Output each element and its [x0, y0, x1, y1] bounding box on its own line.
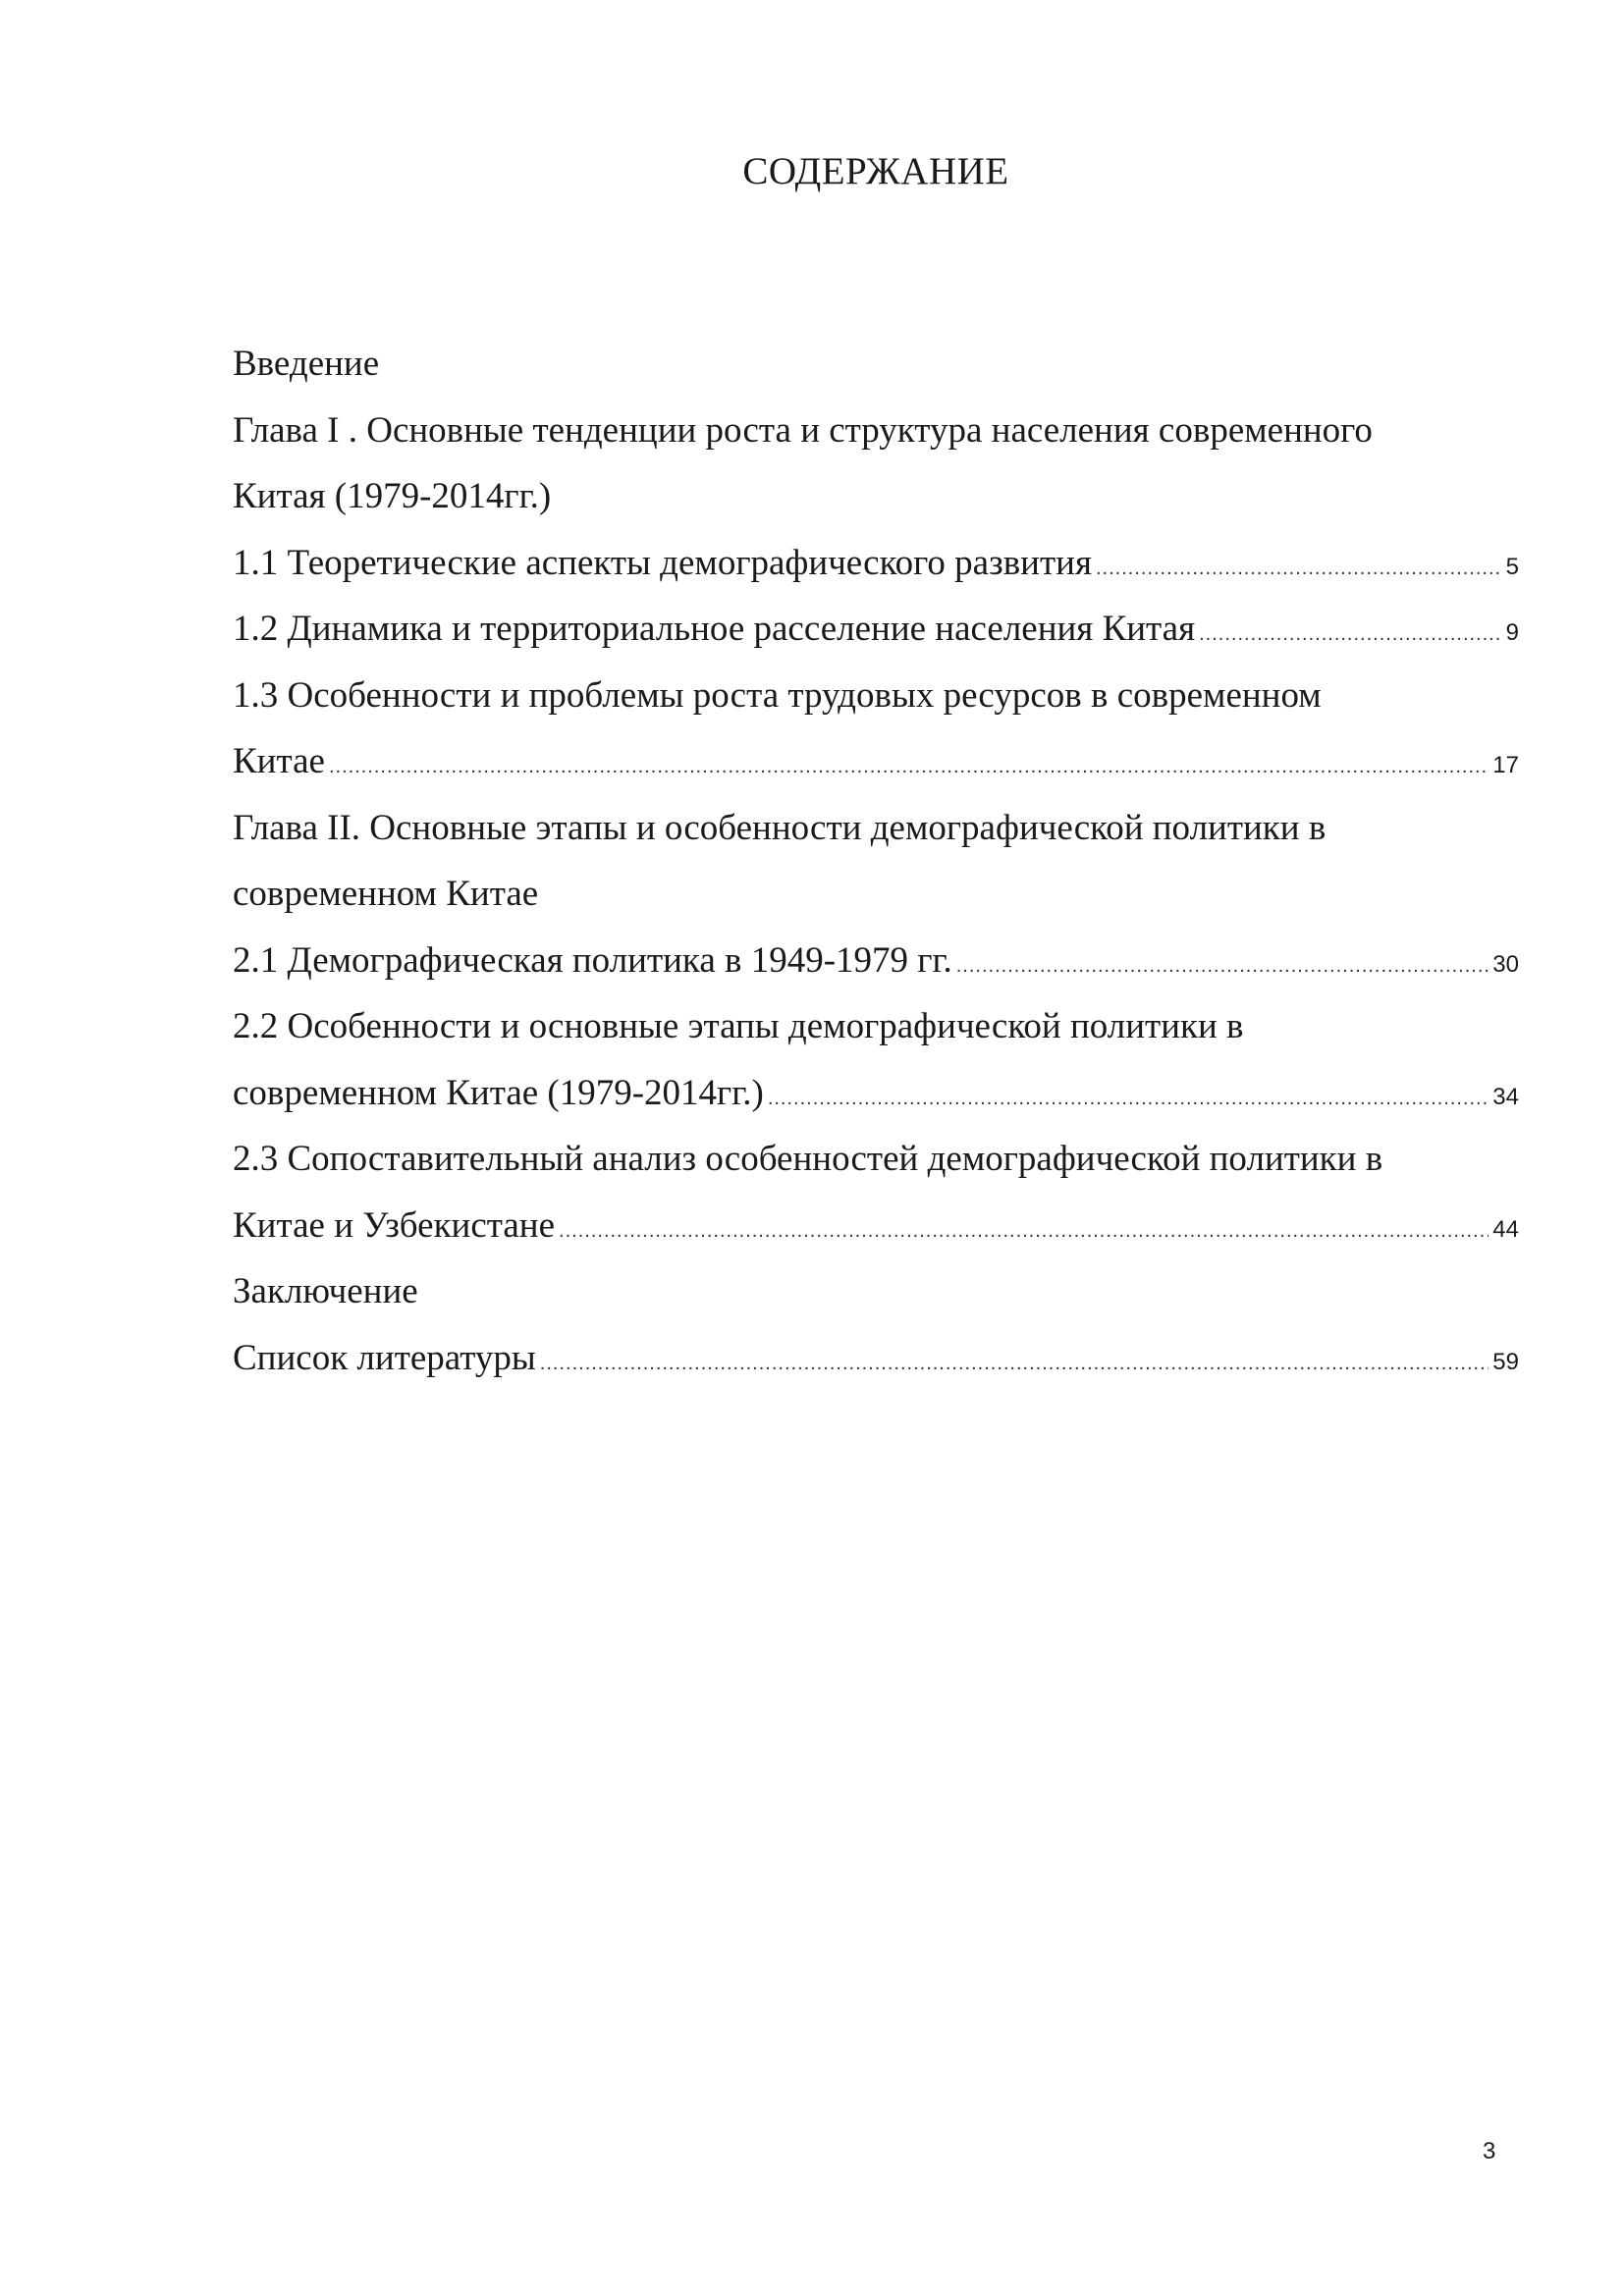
toc-entry	[233, 1126, 1519, 1193]
page-number: 3	[1483, 2138, 1496, 2164]
toc-entry	[233, 663, 1519, 729]
toc-entry-text: 2.2 Особенности и основные этапы демографической политики в	[233, 1006, 1244, 1046]
toc-entry	[233, 861, 1519, 928]
toc-entry	[233, 1060, 1519, 1127]
toc-entry-text: Китае	[233, 741, 325, 781]
dot-leader	[768, 1066, 1489, 1133]
toc-entry-text: 1.2 Динамика и территориальное расселение населения Китая	[233, 609, 1196, 649]
toc-entry	[233, 530, 1519, 597]
toc-entry-text: 1.1 Теоретические аспекты демографического развития	[233, 542, 1092, 583]
toc-entry-text: современном Китае	[233, 874, 539, 914]
dot-leader	[956, 934, 1489, 1000]
toc-entry	[233, 596, 1519, 663]
toc-page-number: 59	[1492, 1348, 1519, 1375]
toc-entry-text: Список литературы	[233, 1337, 536, 1378]
toc-entry-text: Китая (1979-2014гг.)	[233, 476, 552, 516]
dot-leader	[1199, 602, 1502, 668]
toc-entry-text: Заключение	[233, 1271, 418, 1311]
toc-entry	[233, 993, 1519, 1060]
toc-entry	[233, 398, 1519, 464]
toc-entry	[233, 1193, 1519, 1259]
toc-page-number: 30	[1492, 950, 1519, 978]
toc-entry-text: 1.3 Особенности и проблемы роста трудовых ресурсов в современном	[233, 674, 1322, 716]
toc-entry-text: Китае и Узбекистане	[233, 1204, 556, 1246]
toc-heading: СОДЕРЖАНИЕ	[742, 150, 1009, 192]
toc-entry-text: 2.3 Сопоставительный анализ особенностей демографической политики в	[233, 1139, 1383, 1179]
toc-entry	[233, 463, 1519, 530]
toc-entry	[233, 795, 1519, 862]
toc-entry	[233, 728, 1519, 795]
toc-page-number: 5	[1505, 553, 1519, 580]
toc-page-number: 17	[1492, 752, 1519, 778]
toc-page-number: 34	[1492, 1083, 1519, 1110]
toc-entry-text: 2.1 Демографическая политика в 1949-1979 гг.	[233, 939, 952, 981]
table-of-contents	[233, 331, 1519, 1391]
toc-page-number: 44	[1492, 1215, 1519, 1243]
toc-page-number: 9	[1505, 619, 1519, 646]
dot-leader	[329, 734, 1489, 801]
dot-leader	[559, 1199, 1489, 1265]
toc-entry-text: Глава II. Основные этапы и особенности демографической политики в	[233, 807, 1326, 848]
toc-entry	[233, 928, 1519, 994]
toc-entry-text: Введение	[233, 344, 380, 384]
dot-leader	[540, 1331, 1489, 1398]
toc-entry-text: Глава I . Основные тенденции роста и структура населения современного	[233, 409, 1373, 451]
toc-entry	[233, 1258, 1519, 1325]
toc-entry-text: современном Китае (1979-2014гг.)	[233, 1072, 764, 1113]
toc-entry	[233, 331, 1519, 398]
dot-leader	[1096, 536, 1502, 603]
toc-entry	[233, 1325, 1519, 1392]
